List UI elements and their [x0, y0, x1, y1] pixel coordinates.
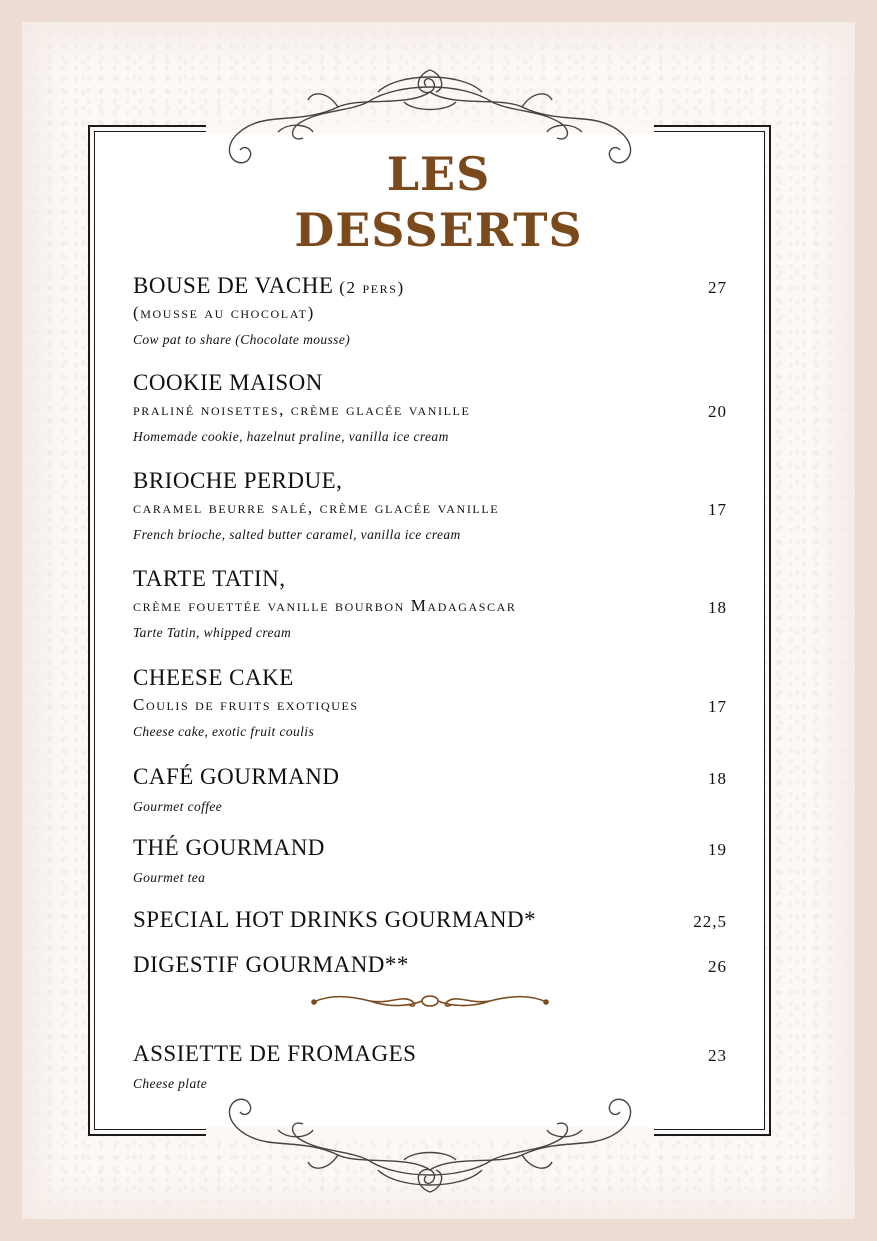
item-translation: Cheese cake, exotic fruit coulis	[133, 724, 315, 739]
item-price: 27	[708, 278, 727, 297]
item-price: 19	[708, 840, 727, 859]
item-name: ASSIETTE DE FROMAGES	[133, 1041, 417, 1066]
item-subtitle: Coulis de fruits exotiques	[133, 695, 359, 714]
item-subtitle: (mousse au chocolat)	[133, 303, 315, 322]
divider-flourish-ornament	[310, 990, 550, 1012]
item-translation: Cheese plate	[133, 1076, 208, 1091]
menu-item	[133, 664, 727, 740]
item-name: BRIOCHE PERDUE,	[133, 468, 343, 493]
item-subtitle: crème fouettée vanille bourbon Madagascar	[133, 596, 517, 615]
menu-item	[133, 834, 727, 886]
menu-item	[133, 272, 727, 348]
menu-item	[133, 1040, 727, 1092]
page-title-line2: DESSERTS	[294, 203, 583, 257]
item-price: 26	[708, 957, 727, 976]
item-subtitle: caramel beurre salé, crème glacée vanille	[133, 498, 500, 517]
menu-item	[133, 369, 727, 445]
item-name: CHEESE CAKE	[133, 665, 294, 690]
menu-item	[133, 951, 727, 979]
item-price: 20	[708, 402, 727, 421]
item-price: 17	[708, 697, 727, 716]
item-name: THÉ GOURMAND	[133, 835, 325, 860]
item-name: TARTE TATIN,	[133, 566, 286, 591]
item-translation: French brioche, salted butter caramel, vanilla ice cream	[133, 527, 461, 542]
item-translation: Cow pat to share (Chocolate mousse)	[133, 332, 351, 347]
item-subtitle: praliné noisettes, crème glacée vanille	[133, 400, 471, 419]
item-name-note: (2 pers)	[333, 278, 405, 297]
item-price: 18	[708, 769, 727, 788]
item-translation: Gourmet tea	[133, 870, 206, 885]
item-name: COOKIE MAISON	[133, 370, 323, 395]
menu-item	[133, 763, 727, 815]
menu-item	[133, 467, 727, 543]
page-title-line1: LES	[386, 147, 491, 201]
item-price: 18	[708, 598, 727, 617]
item-name: DIGESTIF GOURMAND**	[133, 952, 409, 977]
menu-item	[133, 565, 727, 641]
bottom-flourish-ornament	[218, 1092, 642, 1200]
item-translation: Homemade cookie, hazelnut praline, vanilla ice cream	[133, 429, 449, 444]
item-name: BOUSE DE VACHE	[133, 273, 334, 298]
item-translation: Gourmet coffee	[133, 799, 223, 814]
item-price: 22,5	[693, 912, 727, 931]
item-name: SPECIAL HOT DRINKS GOURMAND*	[133, 907, 537, 932]
item-price: 17	[708, 500, 727, 519]
item-name: CAFÉ GOURMAND	[133, 764, 340, 789]
menu-item	[133, 906, 727, 934]
item-price: 23	[708, 1046, 727, 1065]
item-translation: Tarte Tatin, whipped cream	[133, 625, 292, 640]
